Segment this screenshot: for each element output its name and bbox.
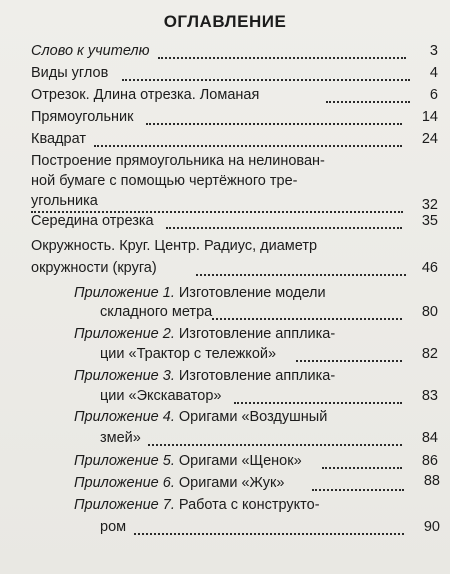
appendix-label: Приложение: [74, 285, 159, 301]
appendix-number: 7.: [162, 497, 175, 513]
appendix-label: Приложение: [74, 453, 159, 469]
page-number: 3: [429, 43, 438, 59]
toc-entry-title-line: окружности (круга): [31, 260, 157, 276]
appendix-title-line: змей»: [100, 430, 141, 446]
page-number: 86: [421, 453, 438, 469]
appendix-title-line: складного метра: [100, 304, 213, 320]
page-number: 88: [423, 473, 440, 489]
toc-entry-title: Квадрат: [31, 131, 86, 147]
dot-leader: [312, 489, 404, 491]
dot-leader: [94, 145, 402, 147]
appendix-title-line: Приложение 4. Оригами «Воздушный: [74, 409, 328, 425]
toc-entry-title: Середина отрезка: [31, 213, 154, 229]
page-title: ОГЛАВЛЕНИЕ: [163, 12, 287, 31]
appendix-number: 6.: [162, 475, 175, 491]
page-number: 6: [429, 87, 438, 103]
page-number: 46: [421, 260, 438, 276]
page-number: 35: [421, 213, 438, 229]
page-number: 80: [421, 304, 438, 320]
toc-entry-title-line: ной бумаге с помощью чертёжного тре-: [31, 173, 298, 189]
toc-entry-title: Прямоугольник: [31, 109, 134, 125]
page-number: 90: [423, 519, 440, 535]
dot-leader: [134, 533, 404, 535]
dot-leader: [322, 467, 402, 469]
page-number: 4: [429, 65, 438, 81]
appendix-title-line: ром: [100, 519, 127, 535]
appendix-title-line: Приложение 7. Работа с конструкто-: [74, 497, 320, 513]
appendix-title-line: ции «Трактор с тележкой»: [100, 346, 277, 362]
toc-entry-title: Слово к учителю: [31, 43, 150, 59]
dot-leader: [212, 318, 402, 320]
dot-leader: [196, 274, 406, 276]
toc-entry-title: Отрезок. Длина отрезка. Ломаная: [31, 87, 260, 103]
appendix-title-line: Приложение 6. Оригами «Жук»: [74, 475, 285, 491]
dot-leader: [166, 227, 402, 229]
page-number: 14: [421, 109, 438, 125]
dot-leader: [296, 360, 402, 362]
appendix-title-line: Приложение 5. Оригами «Щенок»: [74, 453, 302, 469]
appendix-number: 1.: [162, 285, 175, 301]
toc-entry-title: Виды углов: [31, 65, 109, 81]
dot-leader: [234, 402, 402, 404]
appendix-number: 2.: [162, 326, 175, 342]
appendix-label: Приложение: [74, 475, 159, 491]
page-number: 82: [421, 346, 438, 362]
appendix-number: 3.: [162, 368, 175, 384]
appendix-title-line: Приложение 2. Изготовление апплика-: [74, 326, 336, 342]
page-number: 32: [421, 197, 438, 213]
appendix-label: Приложение: [74, 409, 159, 425]
appendix-label: Приложение: [74, 326, 159, 342]
page-number: 83: [421, 388, 438, 404]
appendix-title-line: Приложение 3. Изготовление апплика-: [74, 368, 336, 384]
dot-leader: [122, 79, 410, 81]
dot-leader: [326, 101, 410, 103]
toc-entry-title-line: угольника: [31, 193, 98, 209]
toc-entry-title-line: Построение прямоугольника на нелинован-: [31, 153, 325, 169]
appendix-number: 4.: [162, 409, 175, 425]
page-number: 84: [421, 430, 438, 446]
dot-leader: [146, 123, 402, 125]
page-number: 24: [421, 131, 438, 147]
appendix-title-line: Приложение 1. Изготовление модели: [74, 285, 326, 301]
appendix-label: Приложение: [74, 368, 159, 384]
dot-leader: [158, 57, 406, 59]
appendix-label: Приложение: [74, 497, 159, 513]
appendix-number: 5.: [162, 453, 175, 469]
toc-entry-title-line: Окружность. Круг. Центр. Радиус, диаметр: [31, 238, 318, 254]
appendix-title-line: ции «Экскаватор»: [100, 388, 222, 404]
dot-leader: [148, 444, 402, 446]
